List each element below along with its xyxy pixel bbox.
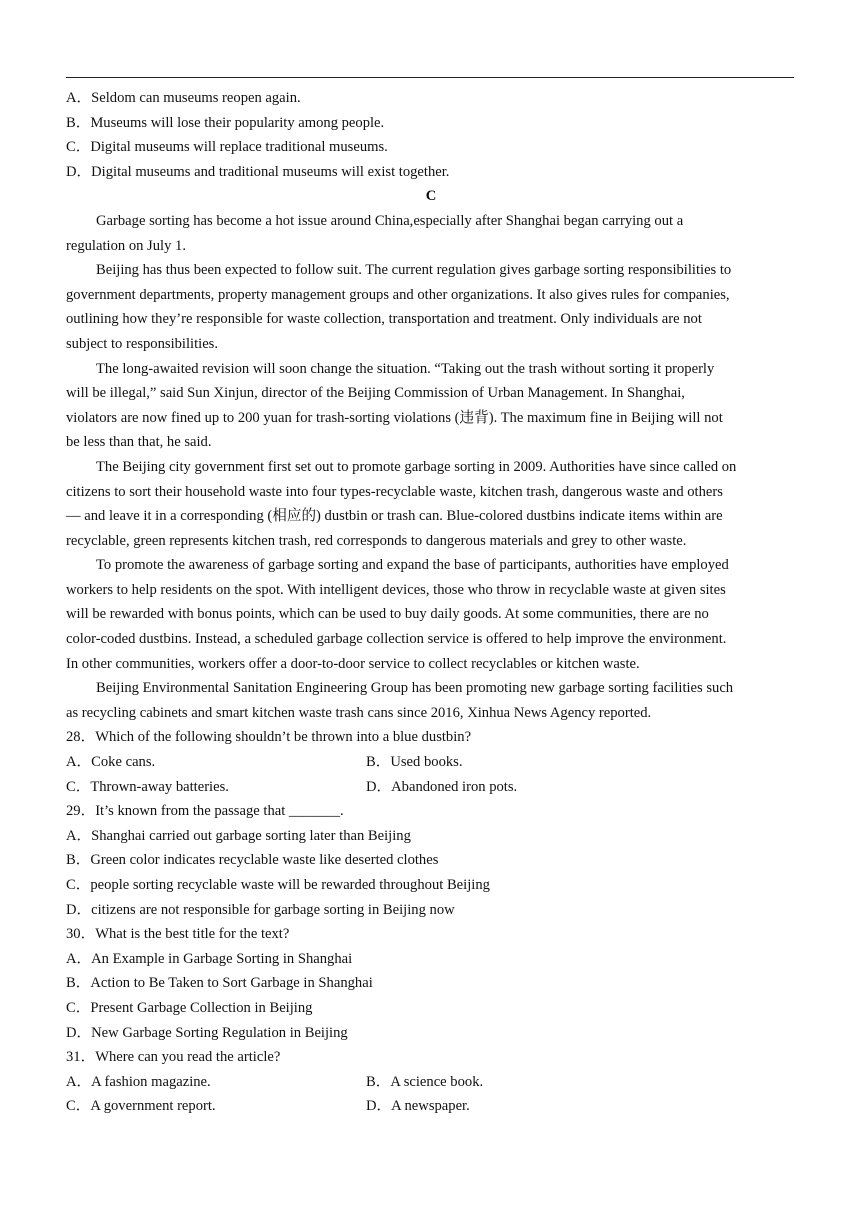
paragraph-6	[66, 676, 796, 725]
question-stem: 31．Where can you read the article?	[66, 1049, 281, 1066]
paragraph-line: In other communities, workers offer a door-to-door service to collect recyclables or kitchen waste.	[66, 655, 640, 672]
option-b: B．Used books.	[366, 754, 463, 771]
option-c: C．Thrown-away batteries.	[66, 778, 229, 795]
option-a: A．A fashion magazine.	[66, 1073, 211, 1090]
option-b: B．Green color indicates recyclable waste like deserted clothes	[66, 852, 439, 869]
question-stem: 28．Which of the following shouldn’t be thrown into a blue dustbin?	[66, 729, 472, 746]
paragraph-line: The long-awaited revision will soon change the situation. “Taking out the trash without sorting it properly	[96, 360, 715, 377]
paragraph-line: The Beijing city government first set out to promote garbage sorting in 2009. Authorities have since called on	[96, 458, 737, 475]
option-d: D．citizens are not responsible for garbage sorting in Beijing now	[66, 901, 455, 918]
paragraph-line: will be rewarded with bonus points, which can be used to buy daily goods. At some communities, there are no	[66, 606, 709, 623]
paragraph-1	[66, 209, 796, 258]
option-c: C．A government report.	[66, 1098, 216, 1115]
paragraph-line: be less than that, he said.	[66, 434, 212, 451]
paragraph-line: color-coded dustbins. Instead, a scheduled garbage collection service is offered to help improve the environment.	[66, 631, 727, 648]
question-30	[66, 922, 796, 1045]
option-row	[66, 1094, 796, 1119]
paragraph-line: regulation on July 1.	[66, 237, 186, 254]
paragraph-line: To promote the awareness of garbage sorting and expand the base of participants, authorities have employed	[96, 557, 729, 574]
previous-question-options	[66, 86, 796, 184]
paragraph-line: as recycling cabinets and smart kitchen waste trash cans since 2016, Xinhua News Agency reported.	[66, 704, 652, 721]
paragraph-2	[66, 258, 796, 356]
paragraph-line: recyclable, green represents kitchen trash, red corresponds to dangerous materials and grey to other waste.	[66, 532, 687, 549]
option-a: A．Coke cans.	[66, 754, 156, 771]
paragraph-line: — and leave it in a corresponding (相应的) dustbin or trash can. Blue-colored dustbins indicate items within are	[66, 508, 723, 525]
paragraph-line: violators are now fined up to 200 yuan for trash-sorting violations (违背). The maximum fine in Beijing will not	[66, 409, 723, 426]
option-a: A．An Example in Garbage Sorting in Shanghai	[66, 950, 353, 967]
paragraph-line: workers to help residents on the spot. With intelligent devices, those who throw in recyclable waste at given sites	[66, 581, 726, 598]
paragraph-line: outlining how they’re responsible for waste collection, transportation and treatment. Only individuals are not	[66, 311, 702, 328]
option-c: C．Present Garbage Collection in Beijing	[66, 999, 313, 1016]
paragraph-4	[66, 455, 796, 553]
option-row	[66, 775, 796, 800]
question-28	[66, 725, 796, 799]
section-label: C	[425, 188, 437, 205]
paragraph-line: citizens to sort their household waste into four types-recyclable waste, kitchen trash, dangerous waste and others	[66, 483, 723, 500]
question-29	[66, 799, 796, 922]
paragraph-line: Garbage sorting has become a hot issue around China,especially after Shanghai began carrying out a	[96, 212, 684, 229]
option-c: C．people sorting recyclable waste will be rewarded throughout Beijing	[66, 877, 490, 893]
passage	[66, 209, 796, 725]
question-31	[66, 1045, 796, 1119]
paragraph-line: subject to responsibilities.	[66, 335, 219, 352]
option-row	[66, 1070, 796, 1095]
header-rule	[66, 77, 794, 78]
option-a: A．Shanghai carried out garbage sorting later than Beijing	[66, 827, 411, 844]
option-b: B．Museums will lose their popularity among people.	[66, 114, 385, 131]
option-a: A．Seldom can museums reopen again.	[66, 90, 301, 106]
option-d: D．Digital museums and traditional museums will exist together.	[66, 163, 450, 180]
question-stem: 30．What is the best title for the text?	[66, 926, 290, 943]
paragraph-line: government departments, property management groups and other organizations. It also gives rules for companies,	[66, 286, 730, 303]
option-d: D．A newspaper.	[366, 1098, 470, 1115]
paragraph-line: Beijing Environmental Sanitation Engineering Group has been promoting new garbage sorting facilities such	[96, 680, 734, 697]
option-b: B．Action to Be Taken to Sort Garbage in Shanghai	[66, 975, 373, 992]
document-page	[66, 86, 796, 1119]
option-d: D．New Garbage Sorting Regulation in Beijing	[66, 1024, 348, 1041]
paragraph-3	[66, 357, 796, 455]
paragraph-line: will be illegal,” said Sun Xinjun, director of the Beijing Commission of Urban Management. In Shanghai,	[66, 385, 685, 402]
question-stem: 29．It’s known from the passage that _______.	[66, 803, 344, 820]
option-d: D．Abandoned iron pots.	[366, 778, 518, 795]
option-row	[66, 750, 796, 775]
option-c: C．Digital museums will replace traditional museums.	[66, 139, 388, 156]
paragraph-5	[66, 553, 796, 676]
paragraph-line: Beijing has thus been expected to follow suit. The current regulation gives garbage sorting responsibilities to	[96, 262, 732, 279]
option-b: B．A science book.	[366, 1073, 484, 1090]
